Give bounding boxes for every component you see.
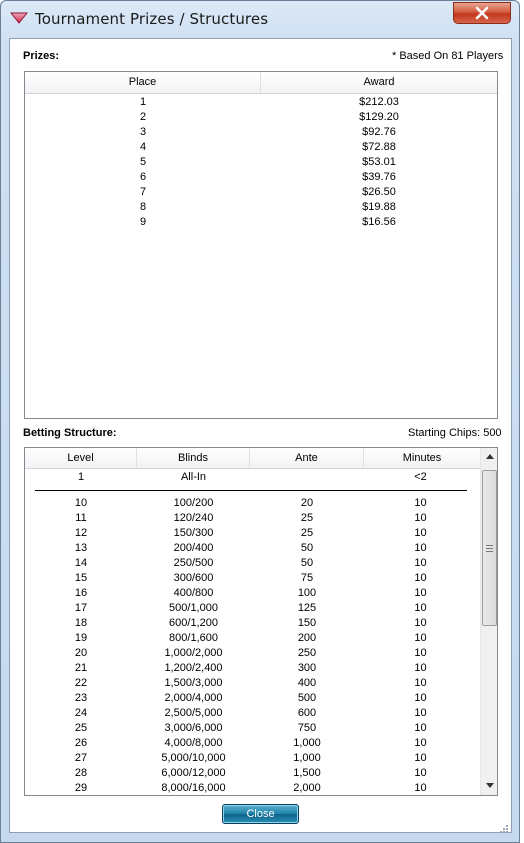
- grip-line: [486, 545, 493, 546]
- table-row[interactable]: [25, 631, 480, 646]
- cell-level: 18: [74, 617, 88, 629]
- cell-minutes: 10: [414, 722, 427, 734]
- cell-award: $39.76: [362, 171, 396, 183]
- cell-blinds: 300/600: [173, 572, 214, 584]
- cell-minutes: 10: [414, 572, 427, 584]
- cell-minutes: 10: [414, 662, 427, 674]
- cell-minutes: 10: [414, 647, 427, 659]
- cell-level: 10: [74, 497, 88, 509]
- table-row[interactable]: [25, 601, 480, 616]
- cell-award: $92.76: [362, 126, 396, 138]
- table-row[interactable]: [25, 706, 480, 721]
- cell-blinds: 2,500/5,000: [164, 707, 223, 719]
- cell-level: 12: [74, 527, 88, 539]
- cell-blinds: All-In: [180, 471, 207, 483]
- table-row[interactable]: [25, 125, 497, 140]
- table-row[interactable]: [25, 215, 497, 230]
- cell-level: 15: [74, 572, 88, 584]
- table-row[interactable]: [25, 691, 480, 706]
- cell-place: 3: [139, 126, 147, 138]
- table-row[interactable]: [25, 736, 480, 751]
- grip-line: [486, 551, 493, 552]
- table-row[interactable]: [25, 781, 480, 796]
- cell-minutes: 10: [414, 767, 427, 779]
- cell-minutes: 10: [414, 692, 427, 704]
- cell-blinds: 100/200: [173, 497, 214, 509]
- close-icon: [474, 6, 490, 20]
- column-header-blinds[interactable]: Blinds: [137, 448, 250, 468]
- cell-blinds: 4,000/8,000: [164, 737, 223, 749]
- cell-award: $53.01: [362, 156, 396, 168]
- cell-minutes: 10: [414, 587, 427, 599]
- cell-award: $16.56: [362, 216, 396, 228]
- cell-ante: 75: [300, 572, 314, 584]
- table-row[interactable]: [25, 155, 497, 170]
- cell-level: 23: [74, 692, 88, 704]
- cell-level: 11: [75, 512, 87, 524]
- betting-structure-table[interactable]: [24, 447, 498, 796]
- cell-level: 13: [74, 542, 88, 554]
- cell-minutes: 10: [414, 737, 427, 749]
- cell-minutes: 10: [414, 512, 427, 524]
- cell-ante: 50: [300, 542, 314, 554]
- title-bar[interactable]: [1, 1, 519, 37]
- cell-level: 26: [74, 737, 88, 749]
- cell-blinds: 1,000/2,000: [164, 647, 223, 659]
- scrollbar-thumb[interactable]: [482, 470, 497, 626]
- table-row[interactable]: [25, 140, 497, 155]
- table-row[interactable]: [25, 766, 480, 781]
- dialog-content: [9, 38, 512, 833]
- cell-level: 29: [74, 782, 88, 794]
- cell-level: 17: [74, 602, 88, 614]
- cell-blinds: 8,000/16,000: [161, 782, 226, 794]
- row-separator: [35, 490, 467, 491]
- cell-ante: 150: [297, 617, 317, 629]
- starting-chips-label: Starting Chips: 500: [408, 427, 502, 439]
- cell-level: 24: [74, 707, 88, 719]
- cell-ante: 125: [297, 602, 317, 614]
- cell-blinds: 3,000/6,000: [164, 722, 223, 734]
- cell-ante: 2,000: [293, 782, 321, 794]
- cell-place: 5: [139, 156, 147, 168]
- table-row[interactable]: [25, 185, 497, 200]
- cell-ante: 200: [297, 632, 317, 644]
- cell-blinds: 150/300: [173, 527, 214, 539]
- column-header-place[interactable]: Place: [25, 72, 261, 93]
- table-row[interactable]: [25, 110, 497, 125]
- cell-minutes: 10: [414, 782, 427, 794]
- cell-blinds: 800/1,600: [169, 632, 218, 644]
- cell-ante: 50: [300, 557, 314, 569]
- column-header-ante[interactable]: Ante: [250, 448, 364, 468]
- cell-blinds: 6,000/12,000: [161, 767, 226, 779]
- cell-ante: 250: [297, 647, 317, 659]
- scroll-up-button[interactable]: [481, 448, 498, 465]
- cell-place: 8: [139, 201, 147, 213]
- table-row[interactable]: [25, 586, 480, 601]
- cell-ante: 400: [297, 677, 317, 689]
- table-row[interactable]: [25, 556, 480, 571]
- cell-ante: 300: [297, 662, 317, 674]
- cell-blinds: 120/240: [173, 512, 214, 524]
- cell-minutes: 10: [414, 602, 427, 614]
- cell-minutes: 10: [414, 632, 427, 644]
- window-menu-icon[interactable]: [10, 11, 28, 25]
- cell-ante: 600: [297, 707, 317, 719]
- cell-place: 9: [139, 216, 147, 228]
- cell-ante: 25: [300, 512, 314, 524]
- cell-blinds: 250/500: [173, 557, 214, 569]
- table-row[interactable]: [25, 571, 480, 586]
- close-button[interactable]: Close: [222, 804, 299, 824]
- betting-structure-label: Betting Structure:: [23, 427, 117, 439]
- cell-level: 19: [74, 632, 88, 644]
- cell-level: 27: [74, 752, 88, 764]
- cell-level: 16: [74, 587, 88, 599]
- cell-ante: 500: [297, 692, 317, 704]
- cell-minutes: 10: [414, 497, 427, 509]
- cell-award: $19.88: [362, 201, 396, 213]
- cell-level: 22: [74, 677, 88, 689]
- cell-place: 2: [139, 111, 147, 123]
- cell-award: $129.20: [359, 111, 399, 123]
- cell-award: $212.03: [359, 96, 399, 108]
- cell-minutes: 10: [414, 557, 427, 569]
- table-row[interactable]: [25, 676, 480, 691]
- cell-minutes: <2: [414, 471, 427, 483]
- table-row[interactable]: [25, 170, 497, 185]
- cell-minutes: 10: [414, 752, 427, 764]
- cell-ante: 750: [297, 722, 317, 734]
- cell-blinds: 600/1,200: [169, 617, 218, 629]
- arrow-up-icon: [486, 454, 494, 459]
- vertical-scrollbar[interactable]: [480, 448, 497, 795]
- table-row[interactable]: [25, 200, 497, 215]
- table-row[interactable]: [25, 616, 480, 631]
- cell-minutes: 10: [414, 542, 427, 554]
- cell-blinds: 200/400: [173, 542, 214, 554]
- cell-place: 6: [139, 171, 147, 183]
- cell-ante: 1,500: [293, 767, 321, 779]
- prizes-table-header: [25, 72, 497, 94]
- table-row[interactable]: [25, 496, 480, 511]
- players-note: * Based On 81 Players: [392, 50, 504, 62]
- table-row[interactable]: [25, 646, 480, 661]
- cell-ante: 1,000: [293, 737, 321, 749]
- prizes-label: Prizes:: [23, 50, 60, 62]
- prizes-table[interactable]: [24, 71, 498, 419]
- table-row[interactable]: [25, 751, 480, 766]
- cell-minutes: 10: [414, 527, 427, 539]
- table-row[interactable]: [25, 511, 480, 526]
- cell-ante: 1,000: [293, 752, 321, 764]
- cell-blinds: 2,000/4,000: [164, 692, 223, 704]
- column-header-award[interactable]: Award: [363, 76, 395, 88]
- cell-blinds: 400/800: [173, 587, 214, 599]
- cell-award: $26.50: [362, 186, 396, 198]
- cell-blinds: 1,200/2,400: [164, 662, 223, 674]
- cell-place: 7: [139, 186, 147, 198]
- cell-place: 1: [139, 96, 147, 108]
- table-row[interactable]: [25, 541, 480, 556]
- cell-blinds: 1,500/3,000: [164, 677, 223, 689]
- cell-ante: 20: [300, 497, 314, 509]
- arrow-down-icon: [486, 783, 494, 788]
- cell-award: $72.88: [362, 141, 396, 153]
- cell-level: 1: [77, 471, 85, 483]
- table-row[interactable]: [25, 721, 480, 736]
- window-close-button[interactable]: [453, 2, 511, 24]
- grip-line: [486, 548, 493, 549]
- cell-blinds: 500/1,000: [169, 602, 218, 614]
- table-row[interactable]: [25, 526, 480, 541]
- table-row[interactable]: [25, 661, 480, 676]
- resize-grip-icon[interactable]: [497, 824, 509, 836]
- table-row[interactable]: [25, 470, 480, 485]
- cell-ante: 25: [300, 527, 314, 539]
- cell-place: 4: [139, 141, 147, 153]
- cell-level: 28: [74, 767, 88, 779]
- cell-minutes: 10: [414, 677, 427, 689]
- table-row[interactable]: [25, 95, 497, 110]
- scroll-down-button[interactable]: [481, 777, 498, 794]
- cell-level: 14: [74, 557, 88, 569]
- column-header-minutes[interactable]: Minutes: [402, 452, 442, 464]
- cell-minutes: 10: [414, 617, 427, 629]
- cell-minutes: 10: [414, 707, 427, 719]
- betting-table-header: [25, 448, 480, 469]
- cell-level: 25: [74, 722, 88, 734]
- cell-level: 20: [74, 647, 88, 659]
- window-title: Tournament Prizes / Structures: [35, 10, 269, 28]
- cell-blinds: 5,000/10,000: [161, 752, 226, 764]
- cell-level: 21: [74, 662, 88, 674]
- cell-ante: 100: [297, 587, 317, 599]
- column-header-level[interactable]: Level: [25, 448, 137, 468]
